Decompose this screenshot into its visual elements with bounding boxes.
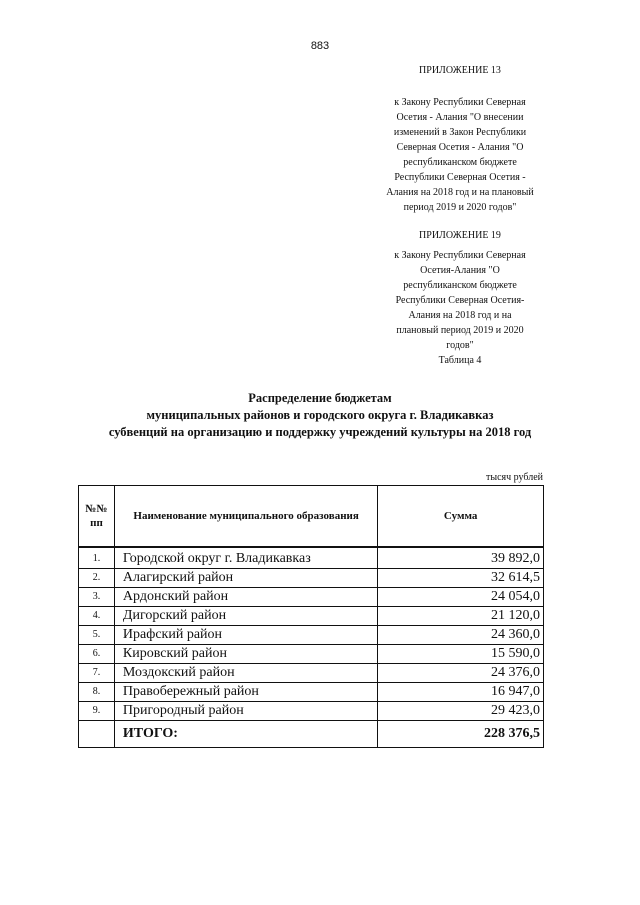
appendix-19-line: Осетия-Алания "О [420, 265, 500, 276]
row-sum: 24 376,0 [378, 664, 544, 683]
row-sum: 39 892,0 [378, 547, 544, 569]
appendix-19-line: годов" [446, 340, 474, 351]
title-line: муниципальных районов и городского округа г. Владикавказ [146, 408, 494, 422]
row-sum: 21 120,0 [378, 607, 544, 626]
appendix-13-line: Республики Северная Осетия - [394, 172, 526, 183]
row-sum: 24 054,0 [378, 588, 544, 607]
table-row [79, 683, 544, 702]
appendix-13-line: период 2019 и 2020 годов" [403, 202, 517, 213]
table-header-row [79, 486, 544, 548]
table-row [79, 607, 544, 626]
table-row [79, 547, 544, 569]
appendix-19-line: Республики Северная Осетия- [395, 295, 525, 306]
table-row [79, 588, 544, 607]
row-name: Правобережный район [114, 683, 377, 702]
row-sum: 24 360,0 [378, 626, 544, 645]
table-row [79, 569, 544, 588]
row-name: Ирафский район [114, 626, 377, 645]
appendix-13-text [375, 95, 545, 215]
table-row [79, 626, 544, 645]
row-sum: 32 614,5 [378, 569, 544, 588]
appendix-19-line: Алания на 2018 год и на [408, 310, 512, 321]
table-row [79, 664, 544, 683]
table-row [79, 645, 544, 664]
appendix-19-text [375, 248, 545, 353]
appendix-19-line: плановый период 2019 и 2020 [396, 325, 524, 336]
row-number: 7. [79, 664, 115, 683]
total-sum: 228 376,5 [378, 721, 544, 748]
row-name: Моздокский район [114, 664, 377, 683]
row-number: 4. [79, 607, 115, 626]
row-number: 9. [79, 702, 115, 721]
row-number: 8. [79, 683, 115, 702]
appendix-19-title: ПРИЛОЖЕНИЕ 19 [419, 230, 501, 241]
units-label: тысяч рублей [485, 472, 543, 483]
total-number-cell [79, 721, 115, 748]
appendix-13-line: Северная Осетия - Алания "О [396, 142, 524, 153]
header-sum: Сумма [378, 486, 544, 548]
row-name: Алагирский район [114, 569, 377, 588]
row-sum: 16 947,0 [378, 683, 544, 702]
total-label: ИТОГО: [114, 721, 377, 748]
table-row [79, 702, 544, 721]
row-number: 1. [79, 547, 115, 569]
header-number: №№ пп [79, 486, 115, 548]
row-name: Ардонский район [114, 588, 377, 607]
row-name: Городской округ г. Владикавказ [114, 547, 377, 569]
appendix-13-line: к Закону Республики Северная [394, 97, 526, 108]
row-sum: 15 590,0 [378, 645, 544, 664]
row-sum: 29 423,0 [378, 702, 544, 721]
appendix-19-line: к Закону Республики Северная [394, 250, 526, 261]
table-label: Таблица 4 [438, 355, 482, 366]
appendix-19-line: республиканском бюджете [403, 280, 517, 291]
row-number: 6. [79, 645, 115, 664]
appendix-13-line: Осетия - Алания "О внесении [396, 112, 524, 123]
row-number: 3. [79, 588, 115, 607]
row-number: 2. [79, 569, 115, 588]
appendix-13-line: Алания на 2018 год и на плановый [386, 187, 534, 198]
appendix-13-line: изменений в Закон Республики [393, 127, 527, 138]
title-line: Распределение бюджетам [248, 391, 392, 405]
row-name: Кировский район [114, 645, 377, 664]
header-name: Наименование муниципального образования [114, 486, 377, 548]
row-number: 5. [79, 626, 115, 645]
total-row [79, 721, 544, 748]
page-number: 883 [310, 40, 330, 52]
title-line: субвенций на организацию и поддержку учреждений культуры на 2018 год [108, 425, 532, 439]
appendix-13-line: республиканском бюджете [403, 157, 517, 168]
row-name: Пригородный район [114, 702, 377, 721]
document-title [0, 390, 640, 441]
budget-table [78, 485, 544, 748]
row-name: Дигорский район [114, 607, 377, 626]
appendix-13-title: ПРИЛОЖЕНИЕ 13 [419, 65, 501, 76]
